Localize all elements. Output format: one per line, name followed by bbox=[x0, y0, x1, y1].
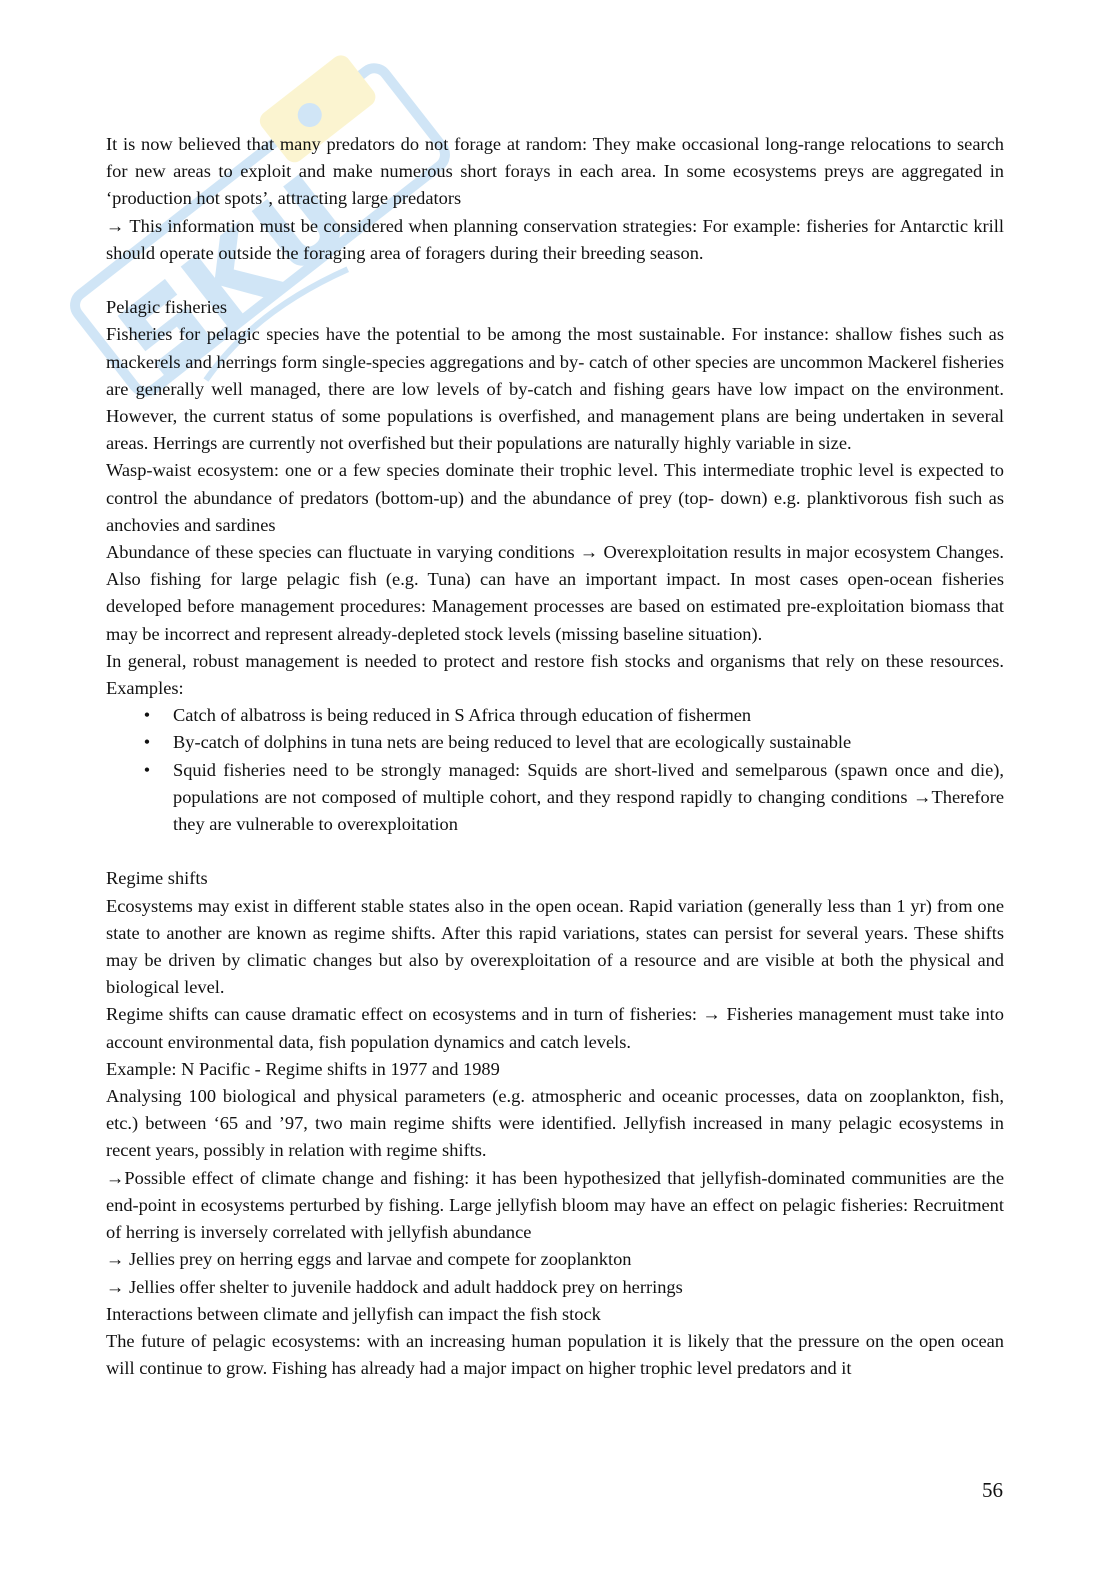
list-item bbox=[106, 757, 1004, 839]
bullet-icon: • bbox=[143, 759, 151, 780]
intro-paragraph-2: → This information must be considered when planning conservation strategies: For example: fisheries for Antarctic krill should operate outside the foraging area of foragers during their breeding season. bbox=[106, 215, 1004, 263]
list-item-text: Squid fisheries need to be strongly managed: Squids are short-lived and semelparous (spawn once and die), populations are not composed of multiple cohort, and they respond rapidly to changing conditions →Therefore they are vulnerable to overexploitation bbox=[173, 759, 1004, 835]
pelagic-paragraph-4: In general, robust management is needed to protect and restore fish stocks and organisms that rely on these resources. Examples: bbox=[106, 650, 1004, 699]
bullet-icon: • bbox=[143, 705, 151, 726]
regime-paragraph-4: Analysing 100 biological and physical parameters (e.g. atmospheric and oceanic processes, data on zooplankton, fish, etc.) between ‘65 and ’97, two main regime shifts were identified. Jellyfish increased in many pelagic ecosystems in recent years, possibly in relation with regime shifts. bbox=[106, 1086, 1004, 1161]
regime-paragraph-6: → Jellies prey on herring eggs and larvae and compete for zooplankton bbox=[106, 1249, 632, 1270]
regime-paragraph-3: Example: N Pacific - Regime shifts in 1977 and 1989 bbox=[106, 1058, 500, 1079]
regime-paragraph-9: The future of pelagic ecosystems: with an increasing human population it is likely that the pressure on the open ocean will continue to grow. Fishing has already had a major impact on higher trophic level predators and it bbox=[106, 1330, 1004, 1379]
list-item-text: By-catch of dolphins in tuna nets are being reduced to level that are ecologically sustainable bbox=[173, 732, 852, 753]
regime-paragraph-8: Interactions between climate and jellyfish can impact the fish stock bbox=[106, 1303, 601, 1324]
regime-paragraph-7: → Jellies offer shelter to juvenile haddock and adult haddock prey on herrings bbox=[106, 1276, 683, 1297]
intro-paragraph-1: It is now believed that many predators do not forage at random: They make occasional long-range relocations to search for new areas to exploit and make numerous short forays in each area. In some ecosystems preys are aggregated in ‘production hot spots’, attracting large predators bbox=[106, 134, 1004, 209]
paragraph-gap bbox=[106, 838, 1004, 865]
list-item-text: Catch of albatross is being reduced in S Africa through education of fishermen bbox=[173, 705, 752, 726]
paragraph-gap bbox=[106, 267, 1004, 294]
list-item bbox=[106, 702, 1004, 729]
list-item bbox=[106, 729, 1004, 756]
pelagic-fisheries-heading: Pelagic fisheries bbox=[106, 297, 228, 318]
pelagic-paragraph-2: Wasp-waist ecosystem: one or a few species dominate their trophic level. This intermediate trophic level is expected to control the abundance of predators (bottom-up) and the abundance of prey (top- down) e.g. planktivorous fish such as anchovies and sardines bbox=[106, 460, 1004, 535]
regime-shifts-heading: Regime shifts bbox=[106, 868, 208, 889]
regime-paragraph-1: Ecosystems may exist in different stable states also in the open ocean. Rapid variation (generally less than 1 yr) from one state to another are known as regime shifts. After this rapid variations, states can persist for several years. These shifts may be driven by climatic changes but also by overexploitation of a resource and are visible at both the physical and biological level. bbox=[106, 895, 1004, 998]
page-number: 56 bbox=[982, 1478, 1003, 1502]
regime-paragraph-2: Regime shifts can cause dramatic effect on ecosystems and in turn of fisheries: → Fisheries management must take into account environmental data, fish population dynamics and catch levels. bbox=[106, 1004, 1004, 1052]
pelagic-paragraph-1: Fisheries for pelagic species have the potential to be among the most sustainable. For instance: shallow fishes such as mackerels and herrings form single-species aggregations and by- catch of other species are uncommon Mackerel fisheries are generally well managed, there are low levels of by-catch and fishing gears have low impact on the environment. However, the current status of some populations is overfished, and management plans are being undertaken in several areas. Herrings are currently not overfished but their populations are naturally highly variable in size. bbox=[106, 324, 1004, 454]
document-body bbox=[106, 131, 1004, 1382]
regime-paragraph-5: →Possible effect of climate change and fishing: it has been hypothesized that jellyfish-dominated communities are the end-point in ecosystems perturbed by fishing. Large jellyfish bloom may have an effect on pelagic fisheries: Recruitment of herring is inversely correlated with jellyfish abundance bbox=[106, 1167, 1004, 1243]
bullet-icon: • bbox=[143, 732, 151, 753]
examples-list bbox=[106, 702, 1004, 838]
pelagic-paragraph-3: Abundance of these species can fluctuate in varying conditions → Overexploitation results in major ecosystem Changes. Also fishing for large pelagic fish (e.g. Tuna) can have an important impact. In most cases open-ocean fisheries developed before management procedures: Management processes are based on estimated pre-exploitation biomass that may be incorrect and represent already-depleted stock levels (missing baseline situation). bbox=[106, 542, 1004, 644]
